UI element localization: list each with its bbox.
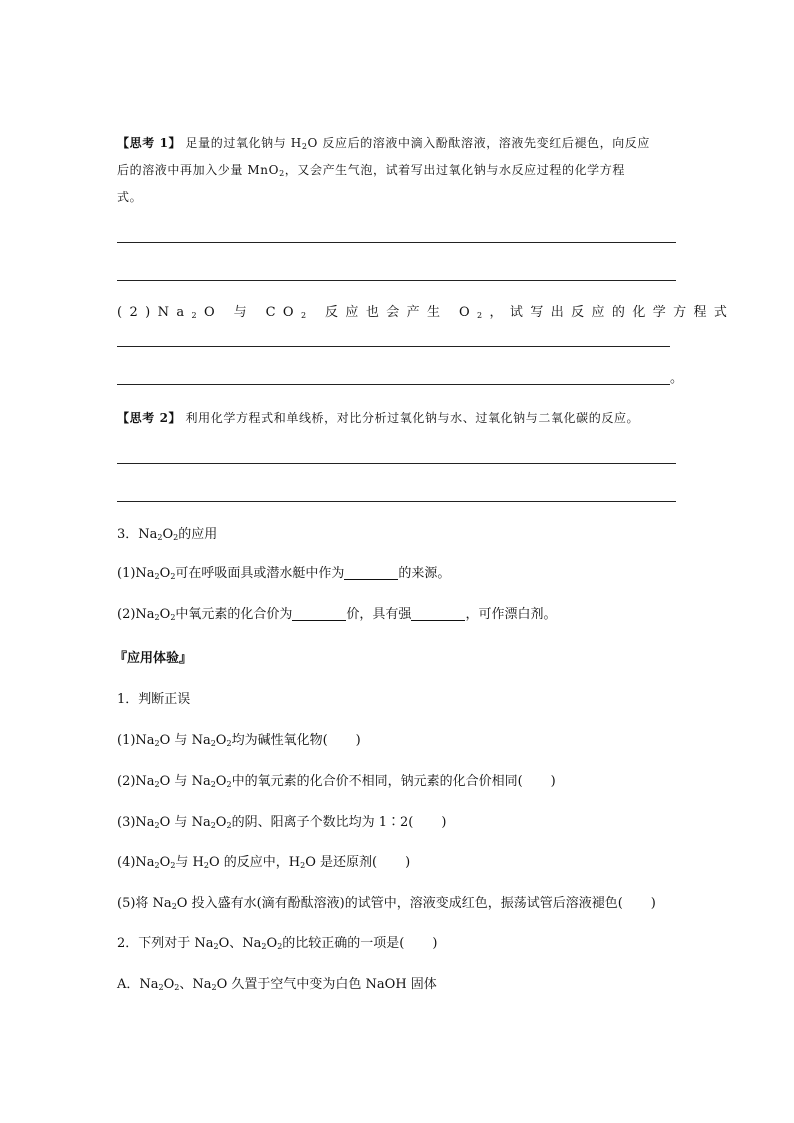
think1-line-1: 【思考 1】 足量的过氧化钠与 $H_2O$ 反应后的溶液中滴入酚酞溶液，溶液先变红后褪色，向反应 [117, 136, 651, 151]
question-2-line: $(2)Na_2O$ 与 $CO_2$ 反应也会产生 $O_2$，试写出反应的化学方程式 [117, 305, 735, 320]
answer-line[interactable] [117, 463, 676, 464]
sentence-end-mark: 。 [670, 371, 684, 386]
answer-line[interactable] [117, 501, 676, 502]
judge-item-2: $(2)Na_2O$ 与 $Na_2O_2$中的氧元素的化合价不相同，钠元素的化合价相同( ) [117, 774, 556, 789]
judge-item-5: (5)将 $Na_2O$ 投入盛有水(滴有酚酞溶液)的试管中，溶液变成红色，振荡试管后溶液褪色( ) [117, 896, 656, 911]
answer-line[interactable] [117, 346, 670, 347]
section-3-title: 3．$Na_2O_2$的应用 [117, 527, 218, 542]
fill-blank[interactable] [411, 606, 465, 621]
think2-line: 【思考 2】 利用化学方程式和单线桥，对比分析过氧化钠与水、过氧化钠与二氧化碳的反应。 [117, 411, 640, 425]
answer-line[interactable] [117, 242, 676, 243]
applied-heading: 『应用体验』 [114, 651, 193, 666]
compare-option-a: A．$Na_2O_2$、$Na_2O$ 久置于空气中变为白色 NaOH 固体 [117, 977, 437, 992]
fill-blank[interactable] [292, 606, 346, 621]
think1-line-3: 式。 [117, 190, 143, 204]
section-3-item-2: $(2)Na_2O_2$中氧元素的化合价为 价，具有强 ，可作漂白剂。 [117, 607, 557, 622]
judge-item-4: $(4)Na_2O_2$与 $H_2O$ 的反应中，$H_2O$ 是还原剂( ) [117, 855, 411, 870]
answer-line[interactable] [117, 384, 670, 385]
judge-item-1: $(1)Na_2O$ 与 $Na_2O_2$均为碱性氧化物( ) [117, 733, 361, 748]
judge-title: 1．判断正误 [117, 692, 191, 707]
compare-title: 2．下列对于 $Na_2O$、$Na_2O_2$的比较正确的一项是( ) [117, 936, 438, 951]
section-3-item-1: $(1)Na_2O_2$可在呼吸面具或潜水艇中作为 的来源。 [117, 566, 451, 581]
think1-line-2: 后的溶液中再加入少量 MnO$_2$，又会产生气泡，试着写出过氧化钠与水反应过程的化学方程 [117, 163, 625, 178]
answer-line[interactable] [117, 280, 676, 281]
judge-item-3: $(3)Na_2O$ 与 $Na_2O_2$的阴、阳离子个数比均为 1∶2( ) [117, 815, 447, 830]
fill-blank[interactable] [344, 565, 398, 580]
